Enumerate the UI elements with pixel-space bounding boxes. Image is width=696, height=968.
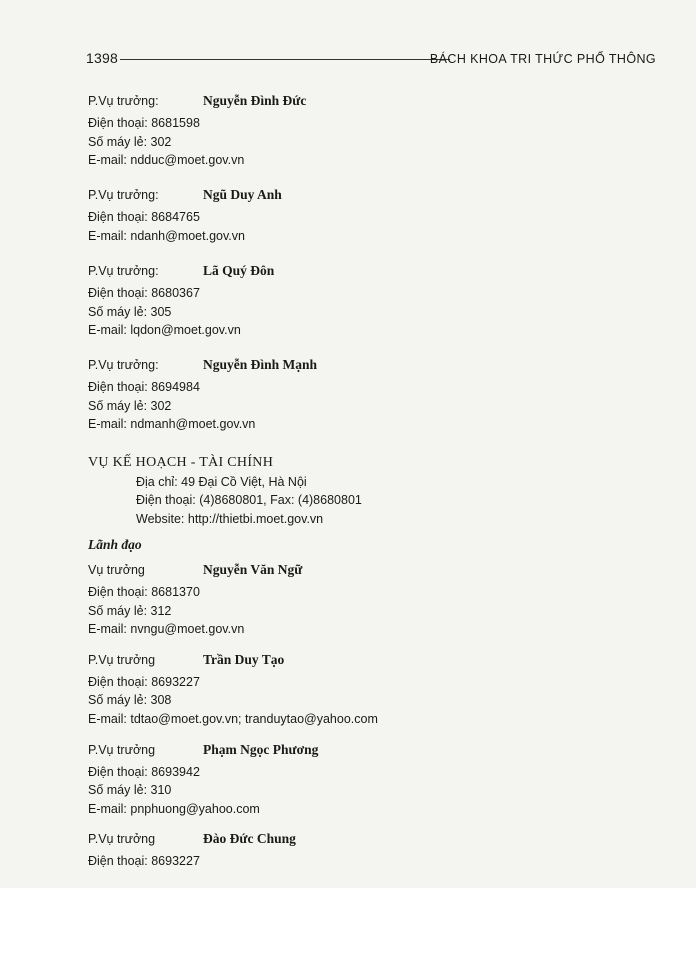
role-label: Vụ trưởng [88,563,145,577]
website-line: Website: http://thietbi.moet.gov.vn [136,511,324,526]
email-line: E-mail: ndmanh@moet.gov.vn [88,417,256,432]
extension-line: Số máy lẻ: 312 [88,603,172,618]
email-line: E-mail: pnphuong@yahoo.com [88,801,260,816]
role-label: P.Vụ trưởng [88,652,156,667]
leadership-subheading: Lãnh đạo [88,537,142,553]
person-name: Nguyễn Đình Mạnh [203,357,318,373]
contact-entry [88,651,648,729]
person-name: Nguyễn Đình Đức [203,93,307,108]
person-name: Nguyễn Văn Ngữ [203,562,303,577]
header-rule [120,59,450,60]
page-content [88,92,648,883]
phone-line: Điện thoại: 8693227 [88,854,200,869]
extension-line: Số máy lẻ: 305 [88,304,172,319]
person-name: Ngũ Duy Anh [203,187,282,203]
phone-line: Điện thoại: 8694984 [88,380,200,395]
contact-entry [88,92,648,170]
email-line: E-mail: ndduc@moet.gov.vn [88,153,245,168]
running-title: BÁCH KHOA TRI THỨC PHỔ THÔNG [429,52,656,66]
contact-entry [88,561,648,639]
phone-line: Điện thoại: 8680367 [88,285,200,300]
contact-entry [88,186,648,245]
person-name: Đào Đức Chung [203,831,296,847]
phone-line: Điện thoại: 8681598 [88,116,200,130]
page-number: 1398 [86,50,118,66]
page-bottom-margin [0,888,696,968]
role-label: P.Vụ trưởng [88,832,156,847]
page-header [86,50,656,70]
contact-entry [88,830,648,871]
role-label: P.Vụ trưởng: [88,188,159,203]
person-name: Lã Quý Đôn [203,262,275,278]
email-line: E-mail: tdtao@moet.gov.vn; tranduytao@yahoo.com [88,711,378,726]
extension-line: Số máy lẻ: 310 [88,783,172,798]
extension-line: Số máy lẻ: 302 [88,398,172,413]
contact-entry [88,356,648,434]
section-title: VỤ KẾ HOẠCH - TÀI CHÍNH [88,455,274,471]
role-label: P.Vụ trưởng: [88,358,159,373]
phone-line: Điện thoại: 8684765 [88,210,200,225]
person-name: Phạm Ngọc Phương [203,741,319,757]
section-address-block [88,473,648,529]
role-label: P.Vụ trưởng: [88,94,159,108]
email-line: E-mail: ndanh@moet.gov.vn [88,228,245,243]
role-label: P.Vụ trưởng [88,742,156,757]
phone-line: Điện thoại: 8693942 [88,764,200,779]
address-line: Địa chỉ: 49 Đại Cồ Việt, Hà Nội [136,474,307,489]
extension-line: Số máy lẻ: 302 [88,134,172,149]
contact-entry [88,262,648,340]
email-line: E-mail: lqdon@moet.gov.vn [88,323,241,338]
email-line: E-mail: nvngu@moet.gov.vn [88,622,245,637]
role-label: P.Vụ trưởng: [88,263,159,278]
person-name: Trần Duy Tạo [203,651,285,667]
contact-entry [88,741,648,819]
phone-line: Điện thoại: 8681370 [88,585,200,599]
extension-line: Số máy lẻ: 308 [88,693,172,708]
phone-fax-line: Điện thoại: (4)8680801, Fax: (4)8680801 [136,493,362,508]
phone-line: Điện thoại: 8693227 [88,674,200,689]
